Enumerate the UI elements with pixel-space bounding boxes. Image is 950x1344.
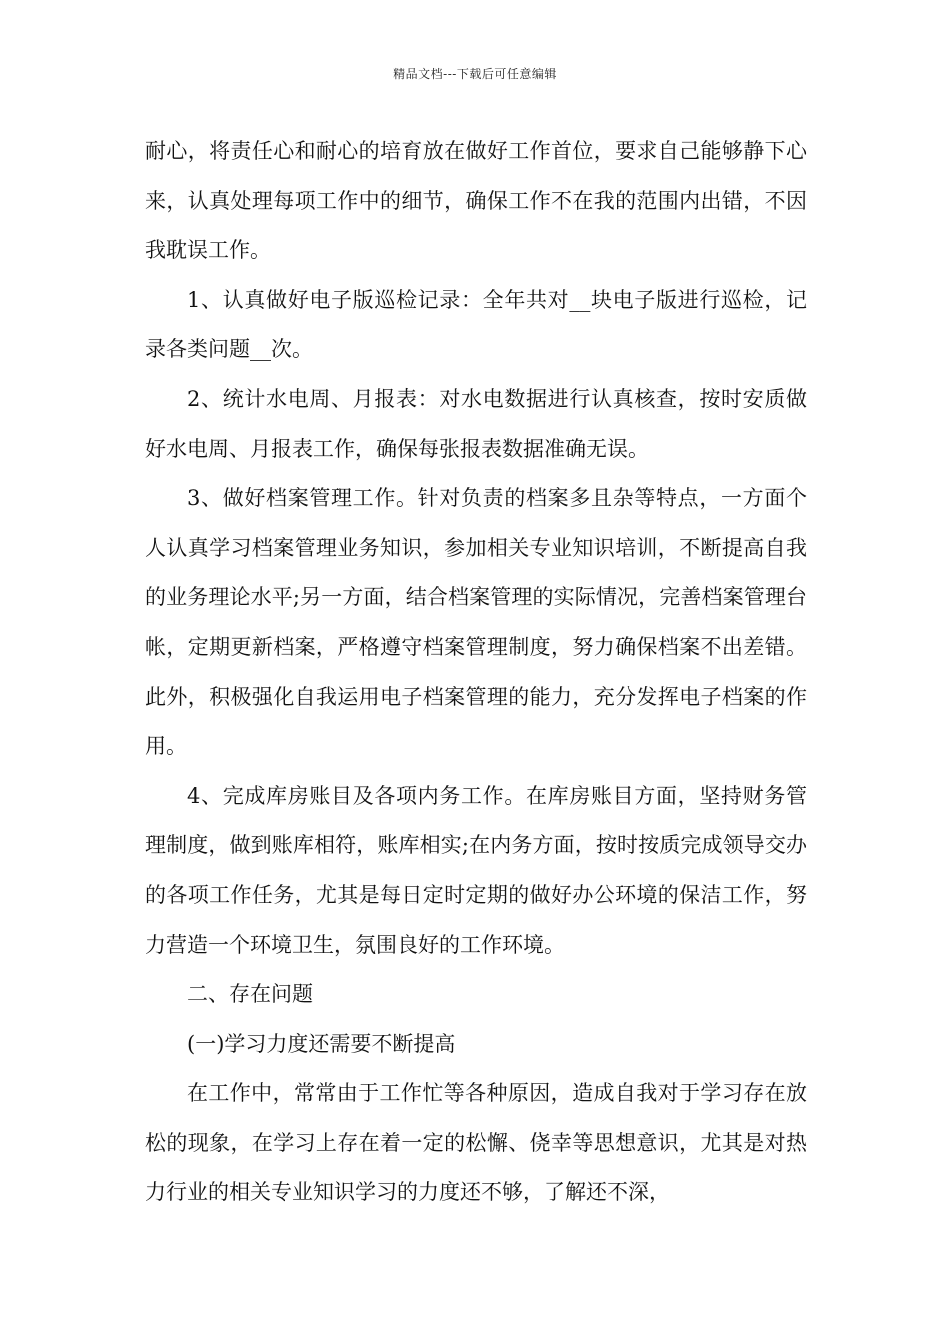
paragraph-item-3: 3、做好档案管理工作。针对负责的档案多且杂等特点，一方面个人认真学习档案管理业务知识，参加相关专业知识培训，不断提高自我的业务理论水平;另一方面，结合档案管理的实际情况，完善档案管理台帐，定期更新档案，严格遵守档案管理制度，努力确保档案不出差错。此外，积极强化自我运用电子档案管理的能力，充分发挥电子档案的作用。 [145, 486, 807, 759]
section-heading: 二、存在问题 [187, 982, 313, 1007]
paragraph-continuation: 耐心，将责任心和耐心的培育放在做好工作首位，要求自己能够静下心来，认真处理每项工作中的细节，确保工作不在我的范围内出错，不因我耽误工作。 [145, 139, 807, 263]
paragraph-item-1: 1、认真做好电子版巡检记录：全年共对__块电子版进行巡检，记录各类问题__次。 [145, 287, 807, 362]
paragraph-problem: 在工作中，常常由于工作忙等各种原因，造成自我对于学习存在放松的现象，在学习上存在着一定的松懈、侥幸等思想意识，尤其是对热力行业的相关专业知识学习的力度还不够，了解还不深， [145, 1081, 807, 1205]
paragraph-item-2: 2、统计水电周、月报表：对水电数据进行认真核查，按时安质做好水电周、月报表工作，确保每张报表数据准确无误。 [145, 386, 807, 461]
paragraph-item-4: 4、完成库房账目及各项内务工作。在库房账目方面，坚持财务管理制度，做到账库相符，账库相实;在内务方面，按时按质完成领导交办的各项工作任务，尤其是每日定时定期的做好办公环境的保洁工作，努力营造一个环境卫生，氛围良好的工作环境。 [145, 783, 807, 957]
subsection-heading: (一)学习力度还需要不断提高 [187, 1031, 456, 1056]
page-header: 精品文档---下载后可任意编辑 [393, 67, 557, 81]
document-body [145, 127, 807, 1218]
